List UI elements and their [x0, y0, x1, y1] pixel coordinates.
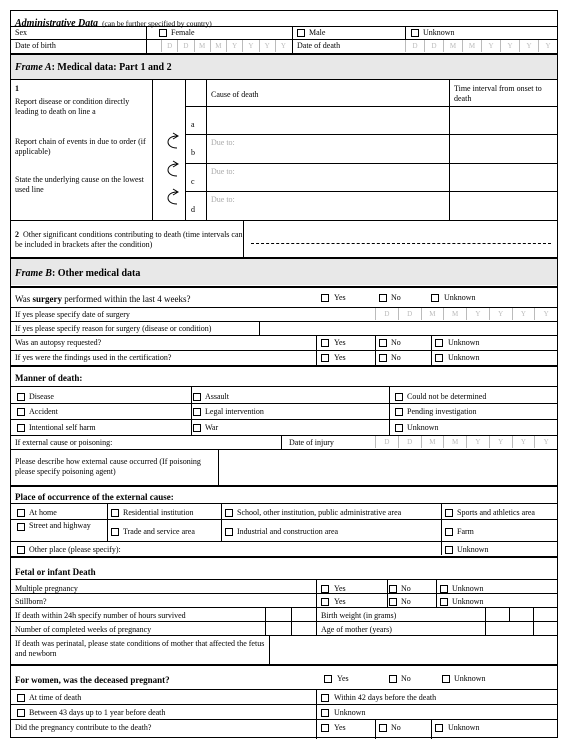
curved-arrow-icon: [163, 131, 181, 151]
stillborn-unknown-label: Unknown: [452, 597, 484, 606]
dod-date-grid[interactable]: D D M M Y Y Y Y: [405, 40, 557, 52]
female-checkbox[interactable]: [159, 29, 167, 37]
multiple-yes-label: Yes: [334, 584, 346, 593]
multiple-unknown-checkbox[interactable]: [440, 585, 448, 593]
at-time-checkbox[interactable]: [17, 694, 25, 702]
surgery-date-label: If yes please specify date of surgery: [15, 310, 130, 319]
contribute-no-checkbox[interactable]: [379, 724, 387, 732]
frame-a-title-rest: : Medical data: Part 1 and 2: [51, 62, 172, 73]
sex-unknown-label: Unknown: [423, 28, 455, 37]
frame-a-title: [15, 62, 172, 74]
women-title: For women, was the deceased pregnant?: [15, 675, 170, 685]
admin-title-text: Administrative Data: [15, 18, 99, 29]
assault-label: Assault: [205, 392, 229, 401]
autopsy-no-label: No: [391, 338, 401, 347]
findings-no-label: No: [391, 353, 401, 362]
war-checkbox[interactable]: [193, 424, 201, 432]
findings-label: If yes were the findings used in the certification?: [15, 353, 172, 362]
autopsy-unknown-checkbox[interactable]: [435, 339, 443, 347]
surgery-no-checkbox[interactable]: [379, 294, 387, 302]
school-checkbox[interactable]: [225, 509, 233, 517]
sports-checkbox[interactable]: [445, 509, 453, 517]
farm-checkbox[interactable]: [445, 528, 453, 536]
row-letter-c: c: [191, 177, 195, 186]
stillborn-no-label: No: [401, 597, 411, 606]
stillborn-label: Stillborn?: [15, 597, 47, 606]
instruction-underlying: State the underlying cause on the lowest used line: [15, 175, 144, 194]
war-label: War: [205, 423, 219, 432]
part1-number: 1: [15, 84, 19, 93]
weeks-pregnancy-label: Number of completed weeks of pregnancy: [15, 625, 152, 634]
findings-yes-checkbox[interactable]: [321, 354, 329, 362]
row-letter-d: d: [191, 205, 195, 214]
between-checkbox[interactable]: [17, 709, 25, 717]
frame-a-title-em: Frame A: [15, 62, 52, 73]
describe-field[interactable]: [220, 451, 556, 483]
trade-checkbox[interactable]: [111, 528, 119, 536]
injury-date-grid[interactable]: D D M M Y Y Y Y: [375, 436, 557, 448]
farm-label: Farm: [457, 527, 474, 536]
instruction-chain: Report chain of events in due to order (if applicable): [15, 137, 146, 156]
frame-b-title: [15, 268, 140, 280]
sports-label: Sports and athletics area: [457, 508, 535, 517]
street-label: Street and highway: [29, 521, 91, 530]
part2-number: 2: [15, 230, 19, 239]
findings-no-checkbox[interactable]: [379, 354, 387, 362]
pregnant-unknown-checkbox[interactable]: [442, 675, 450, 683]
school-label: School, other institution, public administrative area: [237, 508, 402, 517]
at-time-label: At time of death: [29, 693, 82, 702]
surgery-unknown-checkbox[interactable]: [431, 294, 439, 302]
male-label: Male: [309, 28, 326, 37]
surgery-yes-checkbox[interactable]: [321, 294, 329, 302]
hours-survived-label: If death within 24h specify number of hours survived: [15, 611, 186, 620]
industrial-label: Industrial and construction area: [237, 527, 339, 536]
autopsy-no-checkbox[interactable]: [379, 339, 387, 347]
perinatal-label: If death was perinatal, please state conditions of mother that affected the fetus and newborn: [15, 639, 265, 658]
death-certificate-form: [10, 10, 558, 738]
contribute-yes-checkbox[interactable]: [321, 724, 329, 732]
trade-label: Trade and service area: [123, 527, 195, 536]
stillborn-yes-checkbox[interactable]: [321, 598, 329, 606]
findings-unknown-label: Unknown: [448, 353, 480, 362]
age-mother-label: Age of mother (years): [321, 625, 392, 634]
curved-arrow-icon: [163, 159, 181, 179]
other-place-label: Other place (please specify):: [29, 545, 121, 554]
age-mother-field[interactable]: [487, 622, 555, 634]
pending-checkbox[interactable]: [395, 408, 403, 416]
contribute-no-label: No: [391, 723, 401, 732]
pregnant-yes-checkbox[interactable]: [324, 675, 332, 683]
birth-weight-field[interactable]: [487, 608, 555, 620]
surgery-no-label: No: [391, 293, 401, 302]
within42-label: Within 42 days before the death: [334, 693, 437, 702]
legal-checkbox[interactable]: [193, 408, 201, 416]
date-injury-label: Date of injury: [289, 438, 334, 447]
surgery-reason-field[interactable]: [261, 322, 551, 334]
external-cause-label: If external cause or poisoning:: [15, 438, 113, 447]
findings-unknown-checkbox[interactable]: [435, 354, 443, 362]
male-checkbox[interactable]: [297, 29, 305, 37]
place-unknown-label: Unknown: [457, 545, 489, 554]
manner-unknown-label: Unknown: [407, 423, 439, 432]
pregnant-no-checkbox[interactable]: [389, 675, 397, 683]
hours-survived-field[interactable]: [267, 608, 315, 620]
autopsy-yes-checkbox[interactable]: [321, 339, 329, 347]
frame-b-title-rest: : Other medical data: [51, 268, 141, 279]
pregnant-no-label: No: [401, 674, 411, 683]
interval-header: Time interval from onset to death: [454, 84, 542, 103]
curved-arrow-icon: [163, 187, 181, 207]
female-label: Female: [171, 28, 195, 37]
row-letter-a: a: [191, 120, 195, 129]
other-place-checkbox[interactable]: [17, 546, 25, 554]
timing-unknown-checkbox[interactable]: [321, 709, 329, 717]
autopsy-unknown-label: Unknown: [448, 338, 480, 347]
contribute-unknown-checkbox[interactable]: [435, 724, 443, 732]
stillborn-no-checkbox[interactable]: [389, 598, 397, 606]
stillborn-yes-label: Yes: [334, 597, 346, 606]
surgery-reason-label: If yes please specify reason for surgery (disease or condition): [15, 324, 212, 333]
accident-checkbox[interactable]: [17, 408, 25, 416]
pregnant-yes-label: Yes: [337, 674, 349, 683]
dob-date-grid[interactable]: D D M M Y Y Y Y: [161, 40, 291, 52]
pregnant-unknown-label: Unknown: [454, 674, 486, 683]
part2-field[interactable]: [251, 243, 551, 244]
within42-checkbox[interactable]: [321, 694, 329, 702]
residential-label: Residential institution: [123, 508, 194, 517]
surgery-unknown-label: Unknown: [444, 293, 476, 302]
cause-header: Cause of death: [211, 90, 259, 99]
at-home-label: At home: [29, 508, 57, 517]
self-harm-checkbox[interactable]: [17, 424, 25, 432]
multiple-yes-checkbox[interactable]: [321, 585, 329, 593]
frame-b-title-em: Frame B: [15, 268, 52, 279]
stillborn-unknown-checkbox[interactable]: [440, 598, 448, 606]
multiple-no-checkbox[interactable]: [389, 585, 397, 593]
manner-unknown-checkbox[interactable]: [395, 424, 403, 432]
sex-label: Sex: [15, 28, 27, 37]
self-harm-label: Intentional self harm: [29, 423, 96, 432]
admin-subtitle: (can be further specified by country): [102, 19, 212, 28]
surgery-date-grid[interactable]: D D M M Y Y Y Y: [375, 308, 557, 320]
timing-unknown-label: Unknown: [334, 708, 366, 717]
assault-checkbox[interactable]: [193, 393, 201, 401]
undetermined-label: Could not be determined: [407, 392, 487, 401]
disease-checkbox[interactable]: [17, 393, 25, 401]
multiple-no-label: No: [401, 584, 411, 593]
accident-label: Accident: [29, 407, 58, 416]
disease-label: Disease: [29, 392, 54, 401]
place-unknown-checkbox[interactable]: [445, 546, 453, 554]
part2-description: Other significant conditions contributing to death (time intervals can be included in brackets after the condition): [15, 230, 243, 249]
between-label: Between 43 days up to 1 year before death: [29, 708, 166, 717]
contribute-unknown-label: Unknown: [448, 723, 480, 732]
weeks-pregnancy-field[interactable]: [267, 622, 315, 634]
industrial-checkbox[interactable]: [225, 528, 233, 536]
residential-checkbox[interactable]: [111, 509, 119, 517]
sex-unknown-checkbox[interactable]: [411, 29, 419, 37]
fetal-title: Fetal or infant Death: [15, 567, 96, 577]
multiple-unknown-label: Unknown: [452, 584, 484, 593]
contribute-label: Did the pregnancy contribute to the death?: [15, 723, 152, 732]
due-to-b: Due to:: [211, 138, 235, 147]
legal-label: Legal intervention: [205, 407, 264, 416]
due-to-c: Due to:: [211, 167, 235, 176]
multiple-label: Multiple pregnancy: [15, 584, 78, 593]
place-title: Place of occurrence of the external cause:: [15, 492, 174, 502]
birth-weight-label: Birth weight (in grams): [321, 611, 397, 620]
part2-text: [15, 230, 243, 250]
pending-label: Pending investigation: [407, 407, 477, 416]
autopsy-label: Was an autopsy requested?: [15, 338, 102, 347]
due-to-d: Due to:: [211, 195, 235, 204]
cause-line-a[interactable]: [207, 107, 449, 133]
dod-label: Date of death: [297, 41, 341, 50]
autopsy-yes-label: Yes: [334, 338, 346, 347]
perinatal-field[interactable]: [271, 637, 555, 662]
describe-label: Please describe how external cause occurred (If poisoning please specify poisoning agent): [15, 457, 201, 476]
dob-label: Date of birth: [15, 41, 56, 50]
findings-yes-label: Yes: [334, 353, 346, 362]
row-letter-b: b: [191, 148, 195, 157]
manner-title: Manner of death:: [15, 373, 83, 383]
contribute-yes-label: Yes: [334, 723, 346, 732]
undetermined-checkbox[interactable]: [395, 393, 403, 401]
instruction-line-a: Report disease or condition directly leading to death on line a: [15, 97, 130, 116]
at-home-checkbox[interactable]: [17, 509, 25, 517]
surgery-question: Was surgery performed within the last 4 weeks?: [15, 294, 191, 304]
surgery-yes-label: Yes: [334, 293, 346, 302]
